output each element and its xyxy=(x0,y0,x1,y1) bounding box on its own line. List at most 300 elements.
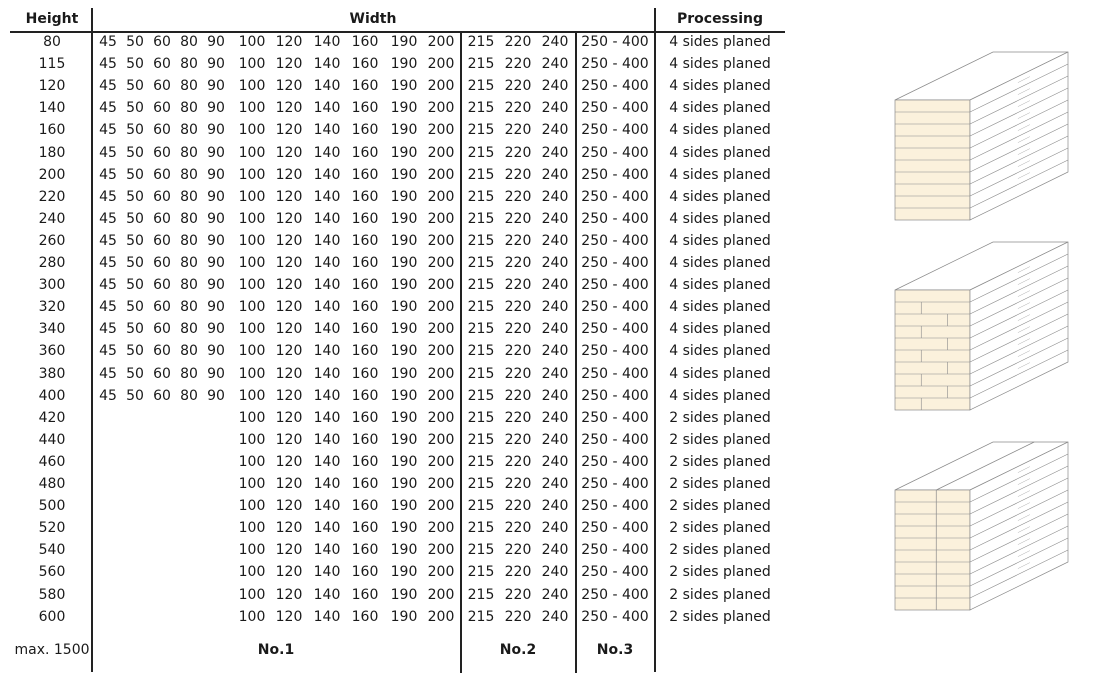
width-value: 215 xyxy=(467,365,495,382)
width-value: 140 xyxy=(313,34,341,50)
width-value: 160 xyxy=(351,100,379,117)
width-value: 190 xyxy=(390,586,418,603)
width-value: 60 xyxy=(153,299,171,316)
width-value: 160 xyxy=(351,144,379,161)
width-value: 45 xyxy=(99,144,117,161)
width-value: 50 xyxy=(126,299,144,316)
width-value: 200 xyxy=(427,277,455,294)
width-value: 220 xyxy=(504,34,532,50)
processing-value: 4 sides planed xyxy=(669,122,771,139)
width-range-value: 250 - 400 xyxy=(581,498,649,515)
divider-no1-no2 xyxy=(460,33,462,673)
footer-grade-no2: No.2 xyxy=(499,642,537,658)
width-value: 100 xyxy=(238,586,266,603)
width-value: 215 xyxy=(467,299,495,316)
width-value: 215 xyxy=(467,78,495,95)
width-value: 240 xyxy=(541,122,569,139)
width-value: 120 xyxy=(275,564,303,581)
width-value: 160 xyxy=(351,564,379,581)
width-value: 200 xyxy=(427,542,455,559)
width-value: 240 xyxy=(541,586,569,603)
width-value: 100 xyxy=(238,210,266,227)
width-value: 160 xyxy=(351,343,379,360)
height-value: 320 xyxy=(38,299,66,316)
processing-value: 2 sides planed xyxy=(669,564,771,581)
width-value: 45 xyxy=(99,188,117,205)
width-value: 80 xyxy=(180,277,198,294)
width-value: 45 xyxy=(99,56,117,73)
height-value: 220 xyxy=(38,188,66,205)
width-range-value: 250 - 400 xyxy=(581,277,649,294)
width-value: 90 xyxy=(207,387,225,404)
width-value: 100 xyxy=(238,255,266,271)
stack-illustration-2 xyxy=(895,242,1068,410)
width-value: 240 xyxy=(541,321,569,338)
width-value: 190 xyxy=(390,299,418,316)
width-value: 160 xyxy=(351,210,379,227)
width-value: 100 xyxy=(238,34,266,50)
width-value: 140 xyxy=(313,188,341,205)
width-value: 80 xyxy=(180,56,198,73)
width-value: 100 xyxy=(238,608,266,625)
width-range-value: 250 - 400 xyxy=(581,343,649,360)
width-value: 200 xyxy=(427,255,455,271)
width-value: 240 xyxy=(541,100,569,117)
width-value: 220 xyxy=(504,387,532,404)
width-value: 220 xyxy=(504,453,532,470)
width-value: 215 xyxy=(467,166,495,183)
width-value: 80 xyxy=(180,144,198,161)
width-value: 140 xyxy=(313,210,341,227)
processing-value: 2 sides planed xyxy=(669,453,771,470)
width-value: 80 xyxy=(180,387,198,404)
width-value: 140 xyxy=(313,608,341,625)
width-value: 45 xyxy=(99,210,117,227)
height-value: 500 xyxy=(38,498,66,515)
width-value: 240 xyxy=(541,453,569,470)
width-value: 160 xyxy=(351,409,379,426)
width-value: 120 xyxy=(275,100,303,117)
width-value: 190 xyxy=(390,188,418,205)
processing-value: 4 sides planed xyxy=(669,299,771,316)
width-value: 140 xyxy=(313,387,341,404)
height-value: 460 xyxy=(38,453,66,470)
width-value: 190 xyxy=(390,56,418,73)
width-value: 215 xyxy=(467,564,495,581)
width-value: 160 xyxy=(351,431,379,448)
width-value: 240 xyxy=(541,520,569,537)
width-range-value: 250 - 400 xyxy=(581,299,649,316)
width-value: 60 xyxy=(153,321,171,338)
width-value: 120 xyxy=(275,431,303,448)
width-value: 190 xyxy=(390,542,418,559)
width-value: 200 xyxy=(427,476,455,492)
width-value: 215 xyxy=(467,498,495,515)
width-range-value: 250 - 400 xyxy=(581,476,649,492)
width-value: 200 xyxy=(427,188,455,205)
width-value: 90 xyxy=(207,210,225,227)
height-value: 440 xyxy=(38,431,66,448)
width-value: 190 xyxy=(390,144,418,161)
width-value: 160 xyxy=(351,56,379,73)
width-value: 140 xyxy=(313,498,341,515)
width-value: 120 xyxy=(275,542,303,559)
width-value: 190 xyxy=(390,365,418,382)
width-value: 90 xyxy=(207,166,225,183)
width-value: 120 xyxy=(275,321,303,338)
width-value: 200 xyxy=(427,299,455,316)
height-value: 80 xyxy=(43,34,61,50)
width-value: 80 xyxy=(180,78,198,95)
width-value: 200 xyxy=(427,586,455,603)
width-range-value: 250 - 400 xyxy=(581,387,649,404)
width-value: 160 xyxy=(351,34,379,50)
width-value: 190 xyxy=(390,564,418,581)
width-value: 160 xyxy=(351,188,379,205)
width-value: 100 xyxy=(238,498,266,515)
processing-value: 2 sides planed xyxy=(669,608,771,625)
width-value: 220 xyxy=(504,188,532,205)
width-value: 160 xyxy=(351,277,379,294)
width-value: 80 xyxy=(180,343,198,360)
width-value: 215 xyxy=(467,343,495,360)
width-value: 140 xyxy=(313,277,341,294)
width-value: 60 xyxy=(153,56,171,73)
width-value: 240 xyxy=(541,78,569,95)
width-value: 140 xyxy=(313,255,341,271)
width-value: 120 xyxy=(275,365,303,382)
processing-value: 4 sides planed xyxy=(669,56,771,73)
width-value: 200 xyxy=(427,608,455,625)
width-range-value: 250 - 400 xyxy=(581,56,649,73)
width-value: 45 xyxy=(99,232,117,249)
width-value: 140 xyxy=(313,586,341,603)
width-value: 120 xyxy=(275,122,303,139)
width-value: 140 xyxy=(313,299,341,316)
height-value: 240 xyxy=(38,210,66,227)
width-value: 190 xyxy=(390,78,418,95)
height-value: 480 xyxy=(38,476,66,492)
width-value: 120 xyxy=(275,343,303,360)
width-value: 100 xyxy=(238,144,266,161)
height-value: 380 xyxy=(38,365,66,382)
width-value: 220 xyxy=(504,498,532,515)
width-value: 215 xyxy=(467,34,495,50)
height-value: 180 xyxy=(38,144,66,161)
width-value: 200 xyxy=(427,409,455,426)
processing-value: 4 sides planed xyxy=(669,232,771,249)
width-value: 100 xyxy=(238,453,266,470)
width-value: 45 xyxy=(99,387,117,404)
width-value: 160 xyxy=(351,586,379,603)
width-value: 140 xyxy=(313,365,341,382)
width-value: 80 xyxy=(180,122,198,139)
width-value: 100 xyxy=(238,520,266,537)
width-value: 140 xyxy=(313,144,341,161)
width-value: 215 xyxy=(467,232,495,249)
width-value: 190 xyxy=(390,608,418,625)
width-range-value: 250 - 400 xyxy=(581,34,649,50)
height-value: 140 xyxy=(38,100,66,117)
width-value: 100 xyxy=(238,100,266,117)
stack-illustration-3 xyxy=(895,442,1068,610)
width-value: 100 xyxy=(238,564,266,581)
width-value: 80 xyxy=(180,188,198,205)
width-value: 160 xyxy=(351,387,379,404)
width-value: 200 xyxy=(427,122,455,139)
footer-grade-no3: No.3 xyxy=(596,642,634,658)
width-value: 220 xyxy=(504,608,532,625)
width-value: 220 xyxy=(504,144,532,161)
width-value: 120 xyxy=(275,409,303,426)
width-value: 45 xyxy=(99,365,117,382)
width-value: 90 xyxy=(207,321,225,338)
width-value: 120 xyxy=(275,299,303,316)
width-value: 80 xyxy=(180,321,198,338)
processing-value: 4 sides planed xyxy=(669,78,771,95)
width-value: 140 xyxy=(313,431,341,448)
height-value: 580 xyxy=(38,586,66,603)
width-range-value: 250 - 400 xyxy=(581,453,649,470)
width-value: 200 xyxy=(427,453,455,470)
width-value: 200 xyxy=(427,144,455,161)
width-value: 120 xyxy=(275,586,303,603)
width-value: 160 xyxy=(351,498,379,515)
width-range-value: 250 - 400 xyxy=(581,409,649,426)
height-value: 520 xyxy=(38,520,66,537)
processing-value: 2 sides planed xyxy=(669,542,771,559)
width-value: 100 xyxy=(238,277,266,294)
width-range-value: 250 - 400 xyxy=(581,144,649,161)
width-value: 100 xyxy=(238,122,266,139)
width-value: 215 xyxy=(467,453,495,470)
width-value: 160 xyxy=(351,255,379,271)
width-value: 220 xyxy=(504,100,532,117)
width-value: 215 xyxy=(467,188,495,205)
width-range-value: 250 - 400 xyxy=(581,255,649,271)
width-value: 45 xyxy=(99,321,117,338)
width-value: 60 xyxy=(153,78,171,95)
width-value: 120 xyxy=(275,56,303,73)
width-value: 60 xyxy=(153,232,171,249)
width-value: 45 xyxy=(99,299,117,316)
width-range-value: 250 - 400 xyxy=(581,78,649,95)
width-value: 190 xyxy=(390,387,418,404)
width-value: 50 xyxy=(126,321,144,338)
width-value: 240 xyxy=(541,188,569,205)
width-value: 190 xyxy=(390,100,418,117)
width-value: 220 xyxy=(504,122,532,139)
width-value: 90 xyxy=(207,144,225,161)
width-value: 50 xyxy=(126,343,144,360)
width-value: 60 xyxy=(153,387,171,404)
width-value: 160 xyxy=(351,78,379,95)
width-value: 90 xyxy=(207,255,225,271)
width-value: 45 xyxy=(99,343,117,360)
stack-illustration-1 xyxy=(895,52,1068,220)
width-value: 215 xyxy=(467,122,495,139)
width-value: 90 xyxy=(207,56,225,73)
width-value: 120 xyxy=(275,144,303,161)
width-value: 50 xyxy=(126,365,144,382)
width-range-value: 250 - 400 xyxy=(581,100,649,117)
processing-value: 2 sides planed xyxy=(669,431,771,448)
width-value: 90 xyxy=(207,365,225,382)
processing-value: 4 sides planed xyxy=(669,365,771,382)
width-range-value: 250 - 400 xyxy=(581,365,649,382)
width-value: 240 xyxy=(541,498,569,515)
width-value: 120 xyxy=(275,387,303,404)
width-range-value: 250 - 400 xyxy=(581,122,649,139)
width-value: 100 xyxy=(238,78,266,95)
processing-value: 4 sides planed xyxy=(669,100,771,117)
width-value: 215 xyxy=(467,409,495,426)
width-value: 220 xyxy=(504,343,532,360)
height-value: 560 xyxy=(38,564,66,581)
width-range-value: 250 - 400 xyxy=(581,431,649,448)
width-value: 200 xyxy=(427,232,455,249)
width-value: 220 xyxy=(504,277,532,294)
height-value: 400 xyxy=(38,387,66,404)
width-value: 100 xyxy=(238,409,266,426)
width-value: 240 xyxy=(541,476,569,492)
width-value: 60 xyxy=(153,210,171,227)
width-value: 190 xyxy=(390,431,418,448)
width-value: 220 xyxy=(504,166,532,183)
width-value: 220 xyxy=(504,409,532,426)
width-value: 80 xyxy=(180,299,198,316)
width-value: 240 xyxy=(541,431,569,448)
width-value: 120 xyxy=(275,520,303,537)
width-value: 190 xyxy=(390,166,418,183)
width-value: 60 xyxy=(153,122,171,139)
width-value: 120 xyxy=(275,476,303,492)
width-value: 200 xyxy=(427,100,455,117)
width-range-value: 250 - 400 xyxy=(581,166,649,183)
width-value: 160 xyxy=(351,166,379,183)
width-value: 160 xyxy=(351,453,379,470)
height-value: 340 xyxy=(38,321,66,338)
width-value: 190 xyxy=(390,255,418,271)
width-value: 50 xyxy=(126,100,144,117)
width-range-value: 250 - 400 xyxy=(581,232,649,249)
width-value: 190 xyxy=(390,343,418,360)
width-value: 200 xyxy=(427,56,455,73)
width-value: 80 xyxy=(180,255,198,271)
divider-no2-no3 xyxy=(575,33,577,673)
width-value: 215 xyxy=(467,520,495,537)
width-value: 190 xyxy=(390,476,418,492)
width-value: 190 xyxy=(390,277,418,294)
width-value: 215 xyxy=(467,56,495,73)
width-value: 140 xyxy=(313,122,341,139)
width-value: 120 xyxy=(275,608,303,625)
processing-value: 2 sides planed xyxy=(669,476,771,492)
height-value: 360 xyxy=(38,343,66,360)
width-value: 190 xyxy=(390,498,418,515)
width-value: 120 xyxy=(275,255,303,271)
width-value: 50 xyxy=(126,232,144,249)
width-value: 90 xyxy=(207,78,225,95)
height-value: 120 xyxy=(38,78,66,95)
height-value: 200 xyxy=(38,166,66,183)
width-value: 50 xyxy=(126,78,144,95)
width-value: 120 xyxy=(275,166,303,183)
width-value: 160 xyxy=(351,520,379,537)
width-value: 120 xyxy=(275,453,303,470)
width-value: 160 xyxy=(351,122,379,139)
width-value: 90 xyxy=(207,188,225,205)
processing-value: 2 sides planed xyxy=(669,498,771,515)
width-value: 45 xyxy=(99,277,117,294)
width-value: 220 xyxy=(504,232,532,249)
processing-value: 2 sides planed xyxy=(669,409,771,426)
width-value: 220 xyxy=(504,255,532,271)
width-value: 215 xyxy=(467,100,495,117)
width-value: 60 xyxy=(153,365,171,382)
width-range-value: 250 - 400 xyxy=(581,542,649,559)
height-value: 115 xyxy=(38,56,66,73)
width-value: 200 xyxy=(427,321,455,338)
width-range-value: 250 - 400 xyxy=(581,608,649,625)
width-value: 140 xyxy=(313,409,341,426)
width-value: 100 xyxy=(238,232,266,249)
width-value: 190 xyxy=(390,453,418,470)
width-value: 200 xyxy=(427,34,455,50)
width-value: 240 xyxy=(541,387,569,404)
width-value: 50 xyxy=(126,210,144,227)
divider-height-width xyxy=(91,8,93,672)
header-processing: Processing xyxy=(676,11,764,27)
width-value: 190 xyxy=(390,520,418,537)
width-value: 45 xyxy=(99,255,117,271)
width-value: 140 xyxy=(313,100,341,117)
width-value: 220 xyxy=(504,520,532,537)
width-value: 90 xyxy=(207,34,225,50)
width-value: 90 xyxy=(207,277,225,294)
height-value: 540 xyxy=(38,542,66,559)
width-value: 220 xyxy=(504,431,532,448)
width-value: 190 xyxy=(390,34,418,50)
width-value: 120 xyxy=(275,232,303,249)
processing-value: 4 sides planed xyxy=(669,277,771,294)
width-value: 100 xyxy=(238,542,266,559)
processing-value: 4 sides planed xyxy=(669,343,771,360)
width-value: 100 xyxy=(238,365,266,382)
width-value: 160 xyxy=(351,476,379,492)
width-value: 120 xyxy=(275,78,303,95)
width-value: 100 xyxy=(238,188,266,205)
processing-value: 2 sides planed xyxy=(669,586,771,603)
width-value: 200 xyxy=(427,498,455,515)
width-value: 50 xyxy=(126,166,144,183)
width-value: 200 xyxy=(427,210,455,227)
processing-value: 4 sides planed xyxy=(669,210,771,227)
processing-value: 4 sides planed xyxy=(669,387,771,404)
processing-value: 4 sides planed xyxy=(669,166,771,183)
width-value: 140 xyxy=(313,542,341,559)
width-value: 50 xyxy=(126,122,144,139)
header-width: Width xyxy=(349,11,397,27)
width-value: 60 xyxy=(153,188,171,205)
width-value: 140 xyxy=(313,564,341,581)
width-value: 200 xyxy=(427,564,455,581)
width-range-value: 250 - 400 xyxy=(581,586,649,603)
width-value: 215 xyxy=(467,542,495,559)
width-value: 220 xyxy=(504,586,532,603)
height-value: 280 xyxy=(38,255,66,271)
processing-value: 4 sides planed xyxy=(669,144,771,161)
